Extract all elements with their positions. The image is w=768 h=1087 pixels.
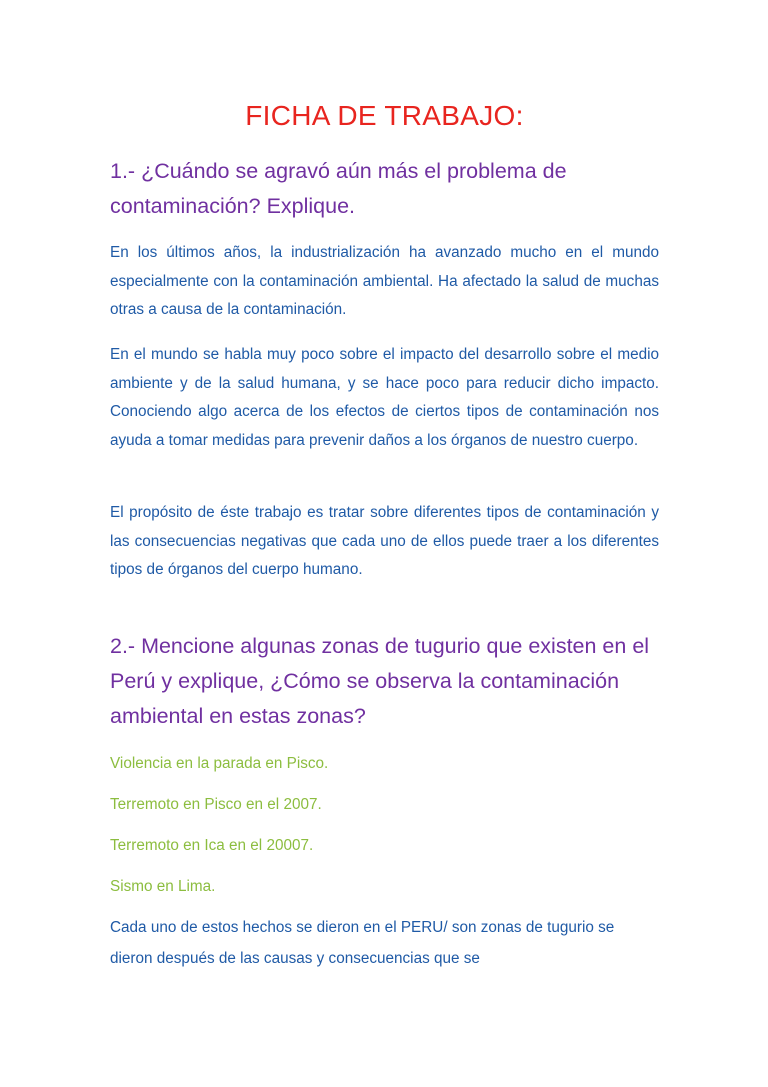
answer-2-item-1: Violencia en la parada en Pisco. (110, 755, 329, 772)
answer-1-paragraph-3: El propósito de éste trabajo es tratar sobre diferentes tipos de contaminación y las consecuencias negativas que cada uno de ellos puede traer a los diferentes tipos de órganos del cuerpo humano. (110, 504, 659, 579)
answer-1-paragraph-2: En el mundo se habla muy poco sobre el impacto del desarrollo sobre el medio ambiente y de la salud humana, y se hace poco para reducir dicho impacto. Conociendo algo acerca de los efectos de ciertos tipos de contaminación nos ayuda a tomar medidas para prevenir daños a los órganos de nuestro cuerpo. (110, 346, 659, 449)
document-title: FICHA DE TRABAJO: (245, 100, 524, 131)
answer-2-closing: Cada uno de estos hechos se dieron en el PERU/ son zonas de tugurio se dieron después de las causas y consecuencias que se (110, 919, 615, 967)
answer-2-item-4: Sismo en Lima. (110, 878, 216, 895)
answer-2-item-3: Terremoto en Ica en el 20007. (110, 837, 314, 854)
answer-1-paragraph-1: En los últimos años, la industrialización ha avanzado mucho en el mundo especialmente con la contaminación ambiental. Ha afectado la salud de muchas otras a causa de la contaminación. (110, 244, 659, 319)
question-2: 2.- Mencione algunas zonas de tugurio que existen en el Perú y explique, ¿Cómo se observa la contaminación ambiental en estas zonas? (110, 634, 650, 728)
answer-2-item-2: Terremoto en Pisco en el 2007. (110, 796, 322, 813)
question-1: 1.- ¿Cuándo se agravó aún más el problema de contaminación? Explique. (110, 159, 567, 218)
